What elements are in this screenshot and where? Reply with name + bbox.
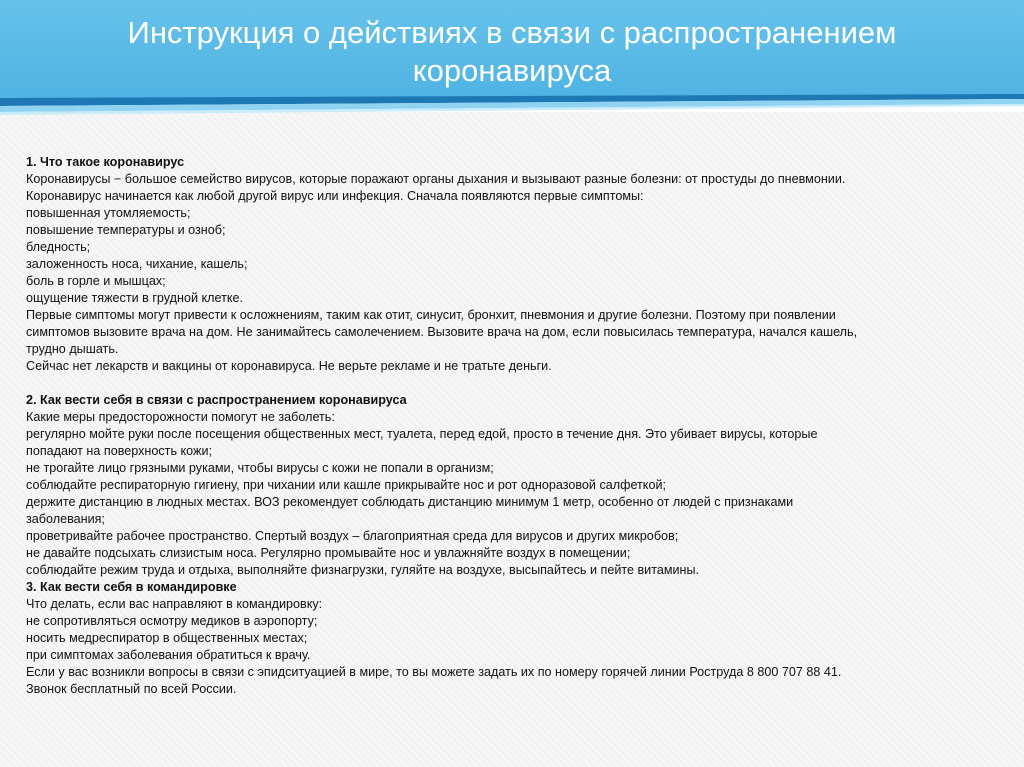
section-1-line: боль в горле и мышцах; — [26, 274, 166, 288]
section-2-line: Какие меры предосторожности помогут не заболеть: — [26, 410, 335, 424]
section-2-line: проветривайте рабочее пространство. Спертый воздух – благоприятная среда для вирусов и других микробов; — [26, 529, 679, 543]
section-1-heading: 1. Что такое коронавирус — [26, 155, 185, 169]
section-1-line: повышение температуры и озноб; — [26, 223, 226, 237]
section-3-line: Звонок бесплатный по всей России. — [26, 682, 237, 696]
section-1-line: ощущение тяжести в грудной клетке. — [26, 291, 244, 305]
section-1-line: повышенная утомляемость; — [26, 206, 191, 220]
title-banner — [0, 0, 1024, 98]
slide-title-line-2: коронавируса — [412, 53, 612, 88]
section-1-line: симптомов вызовите врача на дом. Не занимайтесь самолечением. Вызовите врача на дом, если повысилась температура, начался кашель, — [26, 325, 858, 339]
slide-title-line-1: Инструкция о действиях в связи с распространением — [127, 15, 897, 50]
section-3-heading: 3. Как вести себя в командировке — [26, 580, 237, 594]
section-3-line: не сопротивляться осмотру медиков в аэропорту; — [26, 614, 318, 628]
section-3-line: носить медреспиратор в общественных местах; — [26, 631, 308, 645]
wave-stripe-graphic — [0, 90, 1024, 120]
section-3-line: Что делать, если вас направляют в командировку: — [26, 597, 323, 611]
decorative-wave-stripe — [0, 90, 1024, 120]
section-1-line: Первые симптомы могут привести к осложнениям, таким как отит, синусит, бронхит, пневмония и другие болезни. Поэтому при появлении — [26, 308, 836, 322]
section-2-line: не давайте подсыхать слизистым носа. Регулярно промывайте нос и увлажняйте воздух в помещении; — [26, 546, 631, 560]
section-1-line: трудно дышать. — [26, 342, 119, 356]
section-gap — [26, 375, 986, 392]
slide-title — [0, 14, 1024, 90]
section-3-line: при симптомах заболевания обратиться к врачу. — [26, 648, 311, 662]
section-1-line: заложенность носа, чихание, кашель; — [26, 257, 248, 271]
section-2-line: заболевания; — [26, 512, 105, 526]
section-1-line: Сейчас нет лекарств и вакцины от коронавируса. Не верьте рекламе и не тратьте деньги. — [26, 359, 552, 373]
slide-body — [26, 154, 986, 698]
section-2-line: держите дистанцию в людных местах. ВОЗ рекомендует соблюдать дистанцию минимум 1 метр, особенно от людей с признаками — [26, 495, 794, 509]
section-1-line: бледность; — [26, 240, 91, 254]
section-2-line: соблюдайте респираторную гигиену, при чихании или кашле прикрывайте нос и рот одноразовой салфеткой; — [26, 478, 666, 492]
section-2-line: соблюдайте режим труда и отдыха, выполняйте физнагрузки, гуляйте на воздухе, высыпайтесь и пейте витамины. — [26, 563, 700, 577]
section-3-line: Если у вас возникли вопросы в связи с эпидситуацией в мире, то вы можете задать их по номеру горячей линии Роструда 8 800 707 88 41. — [26, 665, 842, 679]
section-2-heading: 2. Как вести себя в связи с распространением коронавируса — [26, 393, 407, 407]
section-2-line: попадают на поверхность кожи; — [26, 444, 212, 458]
section-1-line: Коронавирус начинается как любой другой вирус или инфекция. Сначала появляются первые симптомы: — [26, 189, 644, 203]
section-1-line: Коронавирусы − большое семейство вирусов, которые поражают органы дыхания и вызывают разные болезни: от простуды до пневмонии. — [26, 172, 846, 186]
section-2-line: не трогайте лицо грязными руками, чтобы вирусы с кожи не попали в организм; — [26, 461, 494, 475]
section-2-line: регулярно мойте руки после посещения общественных мест, туалета, перед едой, просто в течение дня. Это убивает вирусы, которые — [26, 427, 818, 441]
